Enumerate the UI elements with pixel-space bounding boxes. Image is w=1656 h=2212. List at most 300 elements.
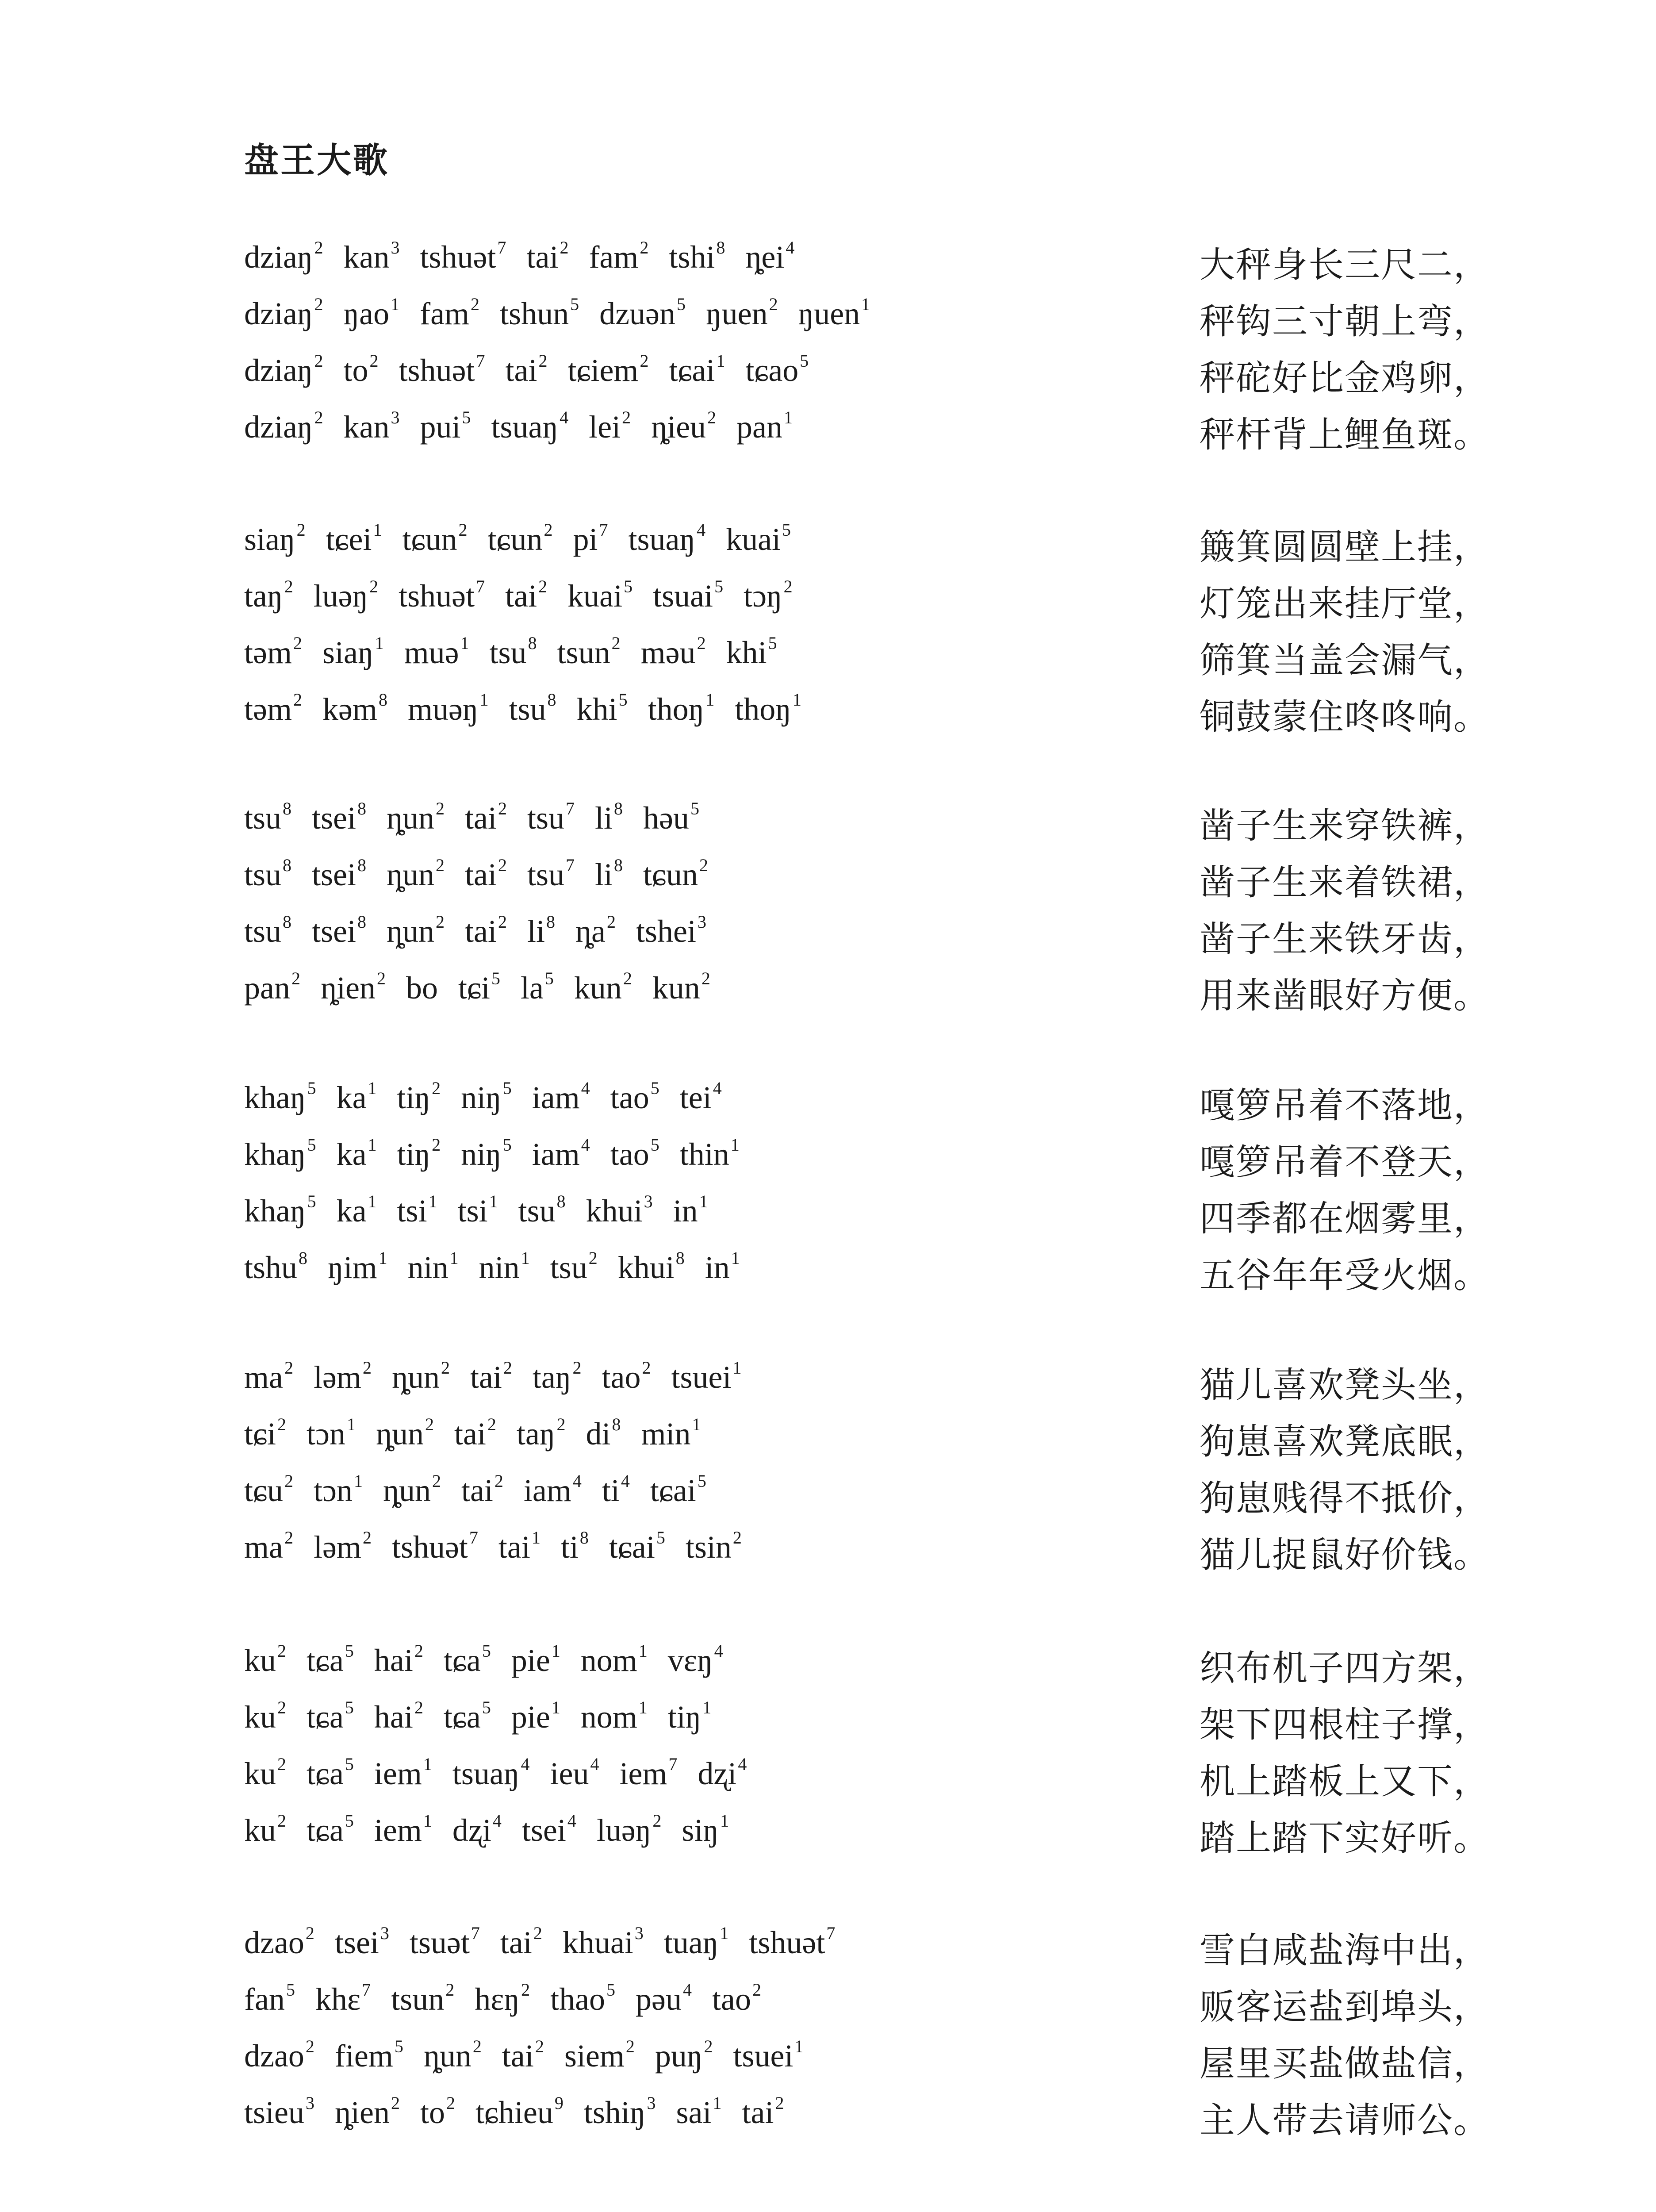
- tone-number: 7: [469, 1528, 478, 1548]
- syllable: tshuət$^7$: [391, 1528, 478, 1565]
- tone-number: 2: [701, 968, 710, 988]
- tone-number: 2: [277, 1414, 286, 1434]
- tone-number: 2: [498, 912, 507, 932]
- tone-number: 4: [713, 1078, 722, 1098]
- syllable: tsu$^8$: [244, 912, 292, 949]
- romanization: [244, 800, 720, 837]
- tone-number: 8: [612, 1414, 621, 1434]
- syllable: tsun$^2$: [557, 633, 621, 670]
- syllable: təm$^2$: [244, 633, 302, 670]
- tone-number: 2: [498, 855, 507, 875]
- syllable: tɕi$^2$: [244, 1414, 286, 1452]
- syllable: taŋ$^2$: [244, 576, 293, 614]
- syllable: hai$^2$: [374, 1697, 423, 1735]
- tone-number: 2: [588, 1248, 598, 1268]
- tone-number: 2: [369, 576, 379, 596]
- syllable: tshei$^3$: [636, 912, 706, 949]
- syllable: tsei$^3$: [334, 1923, 389, 1960]
- tone-number: 2: [535, 2036, 544, 2056]
- tone-number: 4: [521, 1754, 530, 1774]
- syllable: thoŋ$^1$: [735, 690, 801, 727]
- syllable: iam$^4$: [532, 1078, 590, 1115]
- tone-number: 5: [677, 294, 686, 314]
- syllable: tɕu$^2$: [244, 1471, 293, 1508]
- tone-number: 1: [375, 633, 384, 653]
- syllable: $ku^2$: [244, 1754, 286, 1791]
- tone-number: 7: [668, 1754, 678, 1774]
- tone-number: 8: [556, 1191, 566, 1211]
- tone-number: 2: [544, 520, 553, 540]
- syllable: iem$^7$: [619, 1754, 678, 1791]
- romanization: [244, 634, 797, 671]
- syllable: ȵun$^2$: [423, 2036, 482, 2074]
- tone-number: 2: [314, 407, 323, 427]
- syllable: dziaŋ$^2$: [244, 238, 323, 275]
- tone-number: 4: [621, 1471, 630, 1491]
- tone-number: 1: [428, 1191, 437, 1211]
- tone-number: 1: [353, 1471, 363, 1491]
- syllable: tsu$^8$: [244, 855, 292, 892]
- chinese-verse: 狗崽喜欢凳底眠，: [1200, 1421, 1490, 1462]
- tone-number: 5: [345, 1811, 354, 1831]
- tone-number: 5: [307, 1191, 316, 1211]
- syllable: təm$^2$: [244, 690, 302, 727]
- tone-number: 8: [357, 799, 367, 818]
- syllable: pəu$^4$: [636, 1980, 692, 2017]
- tone-number: 8: [283, 912, 292, 932]
- tone-number: 2: [284, 1471, 293, 1491]
- syllable: niŋ$^5$: [461, 1078, 512, 1115]
- syllable: muə$^1$: [404, 633, 469, 670]
- tone-number: 2: [305, 2036, 314, 2056]
- tone-number: 2: [291, 968, 300, 988]
- syllable: $in^1$: [705, 1248, 740, 1285]
- romanization: [244, 2038, 824, 2074]
- chinese-verse: 灯笼出来挂厅堂，: [1200, 583, 1490, 624]
- syllable: luəŋ$^2$: [596, 1811, 662, 1848]
- tone-number: 2: [625, 2036, 635, 2056]
- tone-number: 2: [732, 1528, 742, 1548]
- syllable: dziaŋ$^2$: [244, 407, 323, 445]
- tone-number: 2: [783, 576, 793, 596]
- syllable: khuai$^3$: [562, 1923, 644, 1960]
- chinese-verse: 踏上踏下实好听。: [1200, 1817, 1490, 1859]
- tone-number: 5: [656, 1528, 665, 1548]
- syllable: tsei$^8$: [312, 855, 367, 892]
- romanization: [244, 409, 813, 445]
- chinese-verse: 机上踏板上又下，: [1200, 1761, 1490, 1802]
- syllable: tao$^5$: [610, 1135, 659, 1172]
- tone-number: 2: [441, 1358, 450, 1378]
- tone-number: 2: [277, 1641, 286, 1661]
- verse-line: [244, 1472, 1500, 1529]
- chinese-verse: 凿子生来着铁裙，: [1200, 862, 1490, 903]
- syllable: nom$^1$: [580, 1697, 648, 1735]
- tone-number: 9: [554, 2093, 564, 2113]
- syllable: fam$^2$: [420, 294, 480, 331]
- tone-number: 5: [286, 1980, 295, 2000]
- tone-number: 4: [567, 1811, 576, 1831]
- syllable: tiŋ$^2$: [397, 1078, 441, 1115]
- chinese-verse: 四季都在烟雾里，: [1200, 1198, 1490, 1239]
- tone-number: 1: [716, 351, 725, 371]
- romanization: [244, 970, 731, 1006]
- tone-number: 2: [369, 351, 379, 371]
- syllable: puŋ$^2$: [655, 2036, 713, 2074]
- tone-number: 1: [638, 1697, 648, 1717]
- syllable: lei$^2$: [589, 407, 631, 445]
- tone-number: 2: [391, 2093, 400, 2113]
- tone-number: 2: [556, 1414, 566, 1434]
- tone-number: 2: [707, 407, 717, 427]
- tone-number: 2: [277, 1811, 286, 1831]
- romanization: [244, 239, 815, 276]
- tone-number: 5: [690, 799, 699, 818]
- tone-number: 5: [345, 1641, 354, 1661]
- tone-number: 1: [551, 1641, 560, 1661]
- syllable: $ti^4$: [602, 1471, 630, 1508]
- tone-number: 2: [305, 1923, 314, 1943]
- tone-number: 2: [445, 1980, 455, 2000]
- verse-line: [244, 1359, 1500, 1416]
- syllable: tɕun$^2$: [402, 520, 468, 557]
- tone-number: 5: [650, 1078, 659, 1098]
- tone-number: 3: [391, 238, 400, 257]
- syllable: tai$^2$: [526, 238, 569, 275]
- syllable: $ku^2$: [244, 1697, 286, 1735]
- syllable: khui$^8$: [617, 1248, 685, 1285]
- syllable: tsuei$^1$: [671, 1358, 742, 1395]
- tone-number: 1: [732, 1358, 742, 1378]
- syllable: tshi$^8$: [669, 238, 725, 275]
- romanization: [244, 1193, 728, 1229]
- tone-number: 7: [471, 1923, 480, 1943]
- chinese-verse: 筛箕当盖会漏气，: [1200, 640, 1490, 681]
- syllable: vɛŋ$^4$: [667, 1641, 723, 1678]
- syllable: tɕa$^5$: [307, 1641, 354, 1678]
- tone-number: 1: [423, 1754, 432, 1774]
- syllable: $pi^7$: [573, 520, 608, 557]
- syllable: tai$^2$: [505, 351, 548, 388]
- syllable: iam$^4$: [523, 1471, 582, 1508]
- romanization: [244, 578, 813, 614]
- romanization: [244, 1136, 760, 1173]
- syllable: tsu$^8$: [518, 1191, 566, 1229]
- tone-number: 1: [489, 1191, 498, 1211]
- tone-number: 2: [704, 2036, 713, 2056]
- tone-number: 8: [357, 855, 367, 875]
- syllable: dziaŋ$^2$: [244, 294, 323, 331]
- stanza: [244, 239, 1500, 465]
- tone-number: 2: [769, 294, 778, 314]
- tone-number: 2: [652, 1811, 662, 1831]
- verse-line: [244, 1416, 1500, 1472]
- syllable: tsuaŋ$^4$: [452, 1754, 530, 1791]
- syllable: tɔŋ$^2$: [744, 576, 793, 614]
- tone-number: 4: [697, 520, 706, 540]
- syllable: tsuaŋ$^4$: [628, 520, 706, 557]
- tone-number: 2: [640, 238, 649, 257]
- tone-number: 1: [479, 690, 489, 710]
- tone-number: 1: [861, 294, 870, 314]
- syllable: tsun$^2$: [391, 1980, 455, 2017]
- verse-line: [244, 1249, 1500, 1306]
- syllable: tiŋ$^1$: [667, 1697, 712, 1735]
- verse-line: [244, 409, 1500, 465]
- syllable: tai$^2$: [465, 855, 507, 892]
- tone-number: 2: [277, 1754, 286, 1774]
- chinese-verse: 秤砣好比金鸡卵，: [1200, 357, 1490, 399]
- tone-number: 7: [476, 576, 485, 596]
- syllable: khaŋ$^5$: [244, 1078, 316, 1115]
- syllable: tsuət$^7$: [409, 1923, 480, 1960]
- tone-number: 1: [460, 633, 469, 653]
- verse-line: [244, 352, 1500, 409]
- tone-number: 2: [472, 2036, 482, 2056]
- tone-number: 5: [307, 1078, 316, 1098]
- chinese-verse: 秤钩三寸朝上弯，: [1200, 301, 1490, 342]
- syllable: $ka^1$: [336, 1078, 377, 1115]
- syllable: luəŋ$^2$: [313, 576, 379, 614]
- syllable: $ma^2$: [244, 1528, 293, 1565]
- tone-number: 7: [497, 238, 506, 257]
- tone-number: 5: [462, 407, 471, 427]
- syllable: $ka^1$: [336, 1135, 377, 1172]
- syllable: dzao$^2$: [244, 1923, 314, 1960]
- syllable: dʐi$^4$: [698, 1754, 747, 1791]
- romanization: [244, 913, 727, 950]
- syllable: tsu$^8$: [509, 690, 556, 727]
- syllable: nin$^1$: [479, 1248, 530, 1285]
- syllable: tai$^2$: [500, 1923, 542, 1960]
- syllable: tɕhieu$^9$: [475, 2093, 564, 2130]
- tone-number: 4: [492, 1811, 502, 1831]
- syllable: tao$^5$: [610, 1078, 659, 1115]
- tone-number: 5: [618, 690, 628, 710]
- tone-number: 1: [784, 407, 793, 427]
- tone-number: 1: [449, 1248, 459, 1268]
- syllable: fiem$^5$: [334, 2036, 403, 2074]
- syllable: tshuət$^7$: [749, 1923, 836, 1960]
- verse-line: [244, 1924, 1500, 1981]
- tone-number: 7: [566, 799, 575, 818]
- syllable: ȵien$^2$: [334, 2093, 400, 2130]
- tone-number: 5: [482, 1697, 491, 1717]
- syllable: $ku^2$: [244, 1641, 286, 1678]
- syllable: tiŋ$^2$: [397, 1135, 441, 1172]
- chinese-verse: 凿子生来铁牙齿，: [1200, 918, 1490, 960]
- syllable: tsu$^7$: [527, 855, 575, 892]
- tone-number: 5: [768, 633, 777, 653]
- syllable: pan$^2$: [244, 968, 300, 1006]
- syllable: bo: [406, 970, 438, 1006]
- tone-number: 2: [611, 633, 621, 653]
- chinese-verse: 用来凿眼好方便。: [1200, 975, 1490, 1016]
- tone-number: 3: [391, 407, 400, 427]
- syllable: khɛ$^7$: [315, 1980, 371, 2017]
- tone-number: 5: [482, 1641, 491, 1661]
- tone-number: 1: [391, 294, 400, 314]
- verse-line: [244, 1812, 1500, 1869]
- syllable: siaŋ$^1$: [322, 633, 384, 670]
- tone-number: 5: [714, 576, 724, 596]
- tone-number: 2: [432, 1078, 441, 1098]
- syllable: tsieu$^3$: [244, 2093, 314, 2130]
- romanization: [244, 1416, 721, 1452]
- syllable: niŋ$^5$: [461, 1135, 512, 1172]
- romanization: [244, 2094, 804, 2131]
- chinese-verse: 主人带去请师公。: [1200, 2100, 1490, 2141]
- syllable: fan$^5$: [244, 1980, 295, 2017]
- chinese-verse: 嘎箩吊着不落地，: [1200, 1085, 1490, 1126]
- page-header: 盘王大歌: [244, 141, 390, 180]
- syllable: sai$^1$: [676, 2093, 722, 2130]
- syllable: muəŋ$^1$: [407, 690, 489, 727]
- syllable: tai$^2$: [465, 799, 507, 836]
- tone-number: 2: [284, 1358, 293, 1378]
- stanza: [244, 521, 1500, 748]
- tone-number: 2: [471, 294, 480, 314]
- stanza: [244, 1359, 1500, 1586]
- syllable: tshun$^5$: [500, 294, 579, 331]
- syllable: pie$^1$: [511, 1697, 560, 1735]
- syllable: tuaŋ$^1$: [663, 1923, 729, 1960]
- verse-line: [244, 1642, 1500, 1699]
- syllable: tshiŋ$^3$: [583, 2093, 656, 2130]
- tone-number: 4: [560, 407, 569, 427]
- tone-number: 3: [634, 1923, 644, 1943]
- syllable: $la^5$: [520, 968, 554, 1006]
- stanza: [244, 1924, 1500, 2151]
- tone-number: 2: [436, 912, 445, 932]
- syllable: tsuei$^1$: [733, 2036, 804, 2074]
- tone-number: 1: [731, 1248, 740, 1268]
- tone-number: 2: [752, 1980, 761, 2000]
- tone-number: 8: [579, 1528, 589, 1548]
- tone-number: 2: [458, 520, 468, 540]
- tone-number: 7: [476, 351, 485, 371]
- tone-number: 7: [566, 855, 575, 875]
- tone-number: 1: [373, 520, 382, 540]
- verse-line: [244, 1755, 1500, 1812]
- syllable: tei$^4$: [679, 1078, 722, 1115]
- syllable: ȵun$^2$: [391, 1358, 450, 1395]
- tone-number: 1: [368, 1135, 377, 1155]
- syllable: iem$^1$: [374, 1811, 432, 1848]
- tone-number: 8: [546, 912, 555, 932]
- syllable: $di^8$: [586, 1414, 621, 1452]
- tone-number: 2: [277, 1697, 286, 1717]
- tone-number: 3: [305, 2093, 314, 2113]
- romanization: [244, 1642, 744, 1679]
- verse-line: [244, 2038, 1500, 2094]
- syllable: kun$^2$: [652, 968, 710, 1006]
- tone-number: 2: [640, 351, 649, 371]
- syllable: tai$^2$: [465, 912, 507, 949]
- tone-number: 5: [570, 294, 579, 314]
- tone-number: 7: [826, 1923, 836, 1943]
- romanization: [244, 691, 822, 728]
- syllable: tshuət$^7$: [420, 238, 506, 275]
- tone-number: 1: [705, 690, 715, 710]
- tone-number: 4: [714, 1641, 723, 1661]
- syllable: tshu$^8$: [244, 1248, 308, 1285]
- tone-number: 7: [599, 520, 608, 540]
- tone-number: 2: [560, 238, 569, 257]
- syllable: pie$^1$: [511, 1641, 560, 1678]
- chinese-verse: 织布机子四方架，: [1200, 1647, 1490, 1689]
- tone-number: 1: [720, 1811, 729, 1831]
- tone-number: 2: [538, 576, 548, 596]
- verse-line: [244, 970, 1500, 1026]
- tone-number: 2: [775, 2093, 784, 2113]
- tone-number: 2: [642, 1358, 651, 1378]
- tone-number: 1: [531, 1528, 540, 1548]
- syllable: kun$^2$: [574, 968, 632, 1006]
- verse-line: [244, 634, 1500, 691]
- chinese-verse: 屋里买盐做盐信，: [1200, 2043, 1490, 2084]
- tone-number: 2: [699, 855, 708, 875]
- tone-number: 4: [738, 1754, 747, 1774]
- syllable: $ka^1$: [336, 1191, 377, 1229]
- syllable: tai$^1$: [498, 1528, 540, 1565]
- romanization: [244, 296, 890, 332]
- tone-number: 1: [423, 1811, 432, 1831]
- tone-number: 2: [296, 520, 306, 540]
- tone-number: 8: [614, 855, 623, 875]
- stanza: [244, 800, 1500, 1026]
- chinese-verse: 大秤身长三尺二，: [1200, 244, 1490, 285]
- tone-number: 8: [299, 1248, 308, 1268]
- syllable: tɕa$^5$: [307, 1811, 354, 1848]
- tone-number: 2: [432, 1135, 441, 1155]
- verse-line: [244, 1529, 1500, 1586]
- tone-number: 2: [572, 1358, 582, 1378]
- tone-number: 5: [502, 1078, 512, 1098]
- syllable: tsei$^4$: [521, 1811, 576, 1848]
- syllable: nin$^1$: [407, 1248, 459, 1285]
- tone-number: 5: [345, 1754, 354, 1774]
- romanization: [244, 352, 829, 389]
- syllable: taŋ$^2$: [516, 1414, 566, 1452]
- syllable: dʐi$^4$: [452, 1811, 502, 1848]
- verse-line: [244, 239, 1500, 296]
- syllable: fam$^2$: [589, 238, 649, 275]
- chinese-verse: 狗崽贱得不抵价，: [1200, 1478, 1490, 1519]
- syllable: ŋuen$^2$: [706, 294, 778, 331]
- tone-number: 2: [494, 1471, 503, 1491]
- chinese-verse: 簸箕圆圆壁上挂，: [1200, 526, 1490, 568]
- syllable: $li^8$: [595, 799, 623, 836]
- romanization: [244, 1812, 749, 1849]
- romanization: [244, 1079, 742, 1116]
- chinese-verse: 铜鼓蒙住咚咚响。: [1200, 696, 1490, 737]
- syllable: $ku^2$: [244, 1811, 286, 1848]
- chinese-verse: 凿子生来穿铁裤，: [1200, 805, 1490, 846]
- syllable: tsu$^8$: [489, 633, 537, 670]
- syllable: tɔn$^1$: [313, 1471, 363, 1508]
- tone-number: 8: [614, 799, 623, 818]
- syllable: hɛŋ$^2$: [475, 1980, 530, 2017]
- syllable: thoŋ$^1$: [648, 690, 715, 727]
- verse-line: [244, 856, 1500, 913]
- tone-number: 1: [346, 1414, 356, 1434]
- tone-number: 2: [362, 1358, 372, 1378]
- tone-number: 2: [487, 1414, 496, 1434]
- tone-number: 1: [378, 1248, 387, 1268]
- tone-number: 2: [314, 238, 323, 257]
- syllable: tɕa$^5$: [443, 1641, 491, 1678]
